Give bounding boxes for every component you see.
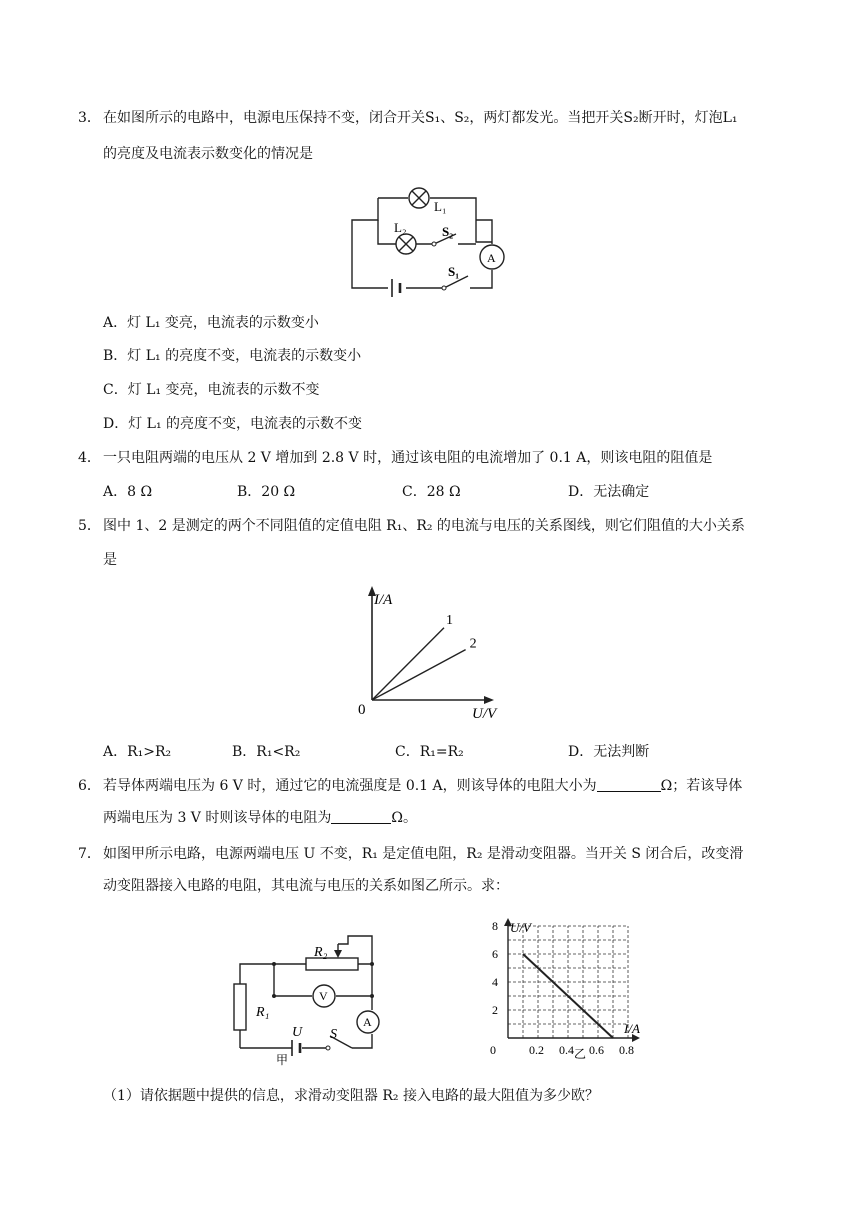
ammeter-label-2: A xyxy=(363,1015,372,1029)
y-axis-label-2: U/V xyxy=(510,920,531,935)
label-R1: R₁ xyxy=(256,1005,270,1020)
y-tick-label: 4 xyxy=(492,975,498,989)
label-S1: S₁ xyxy=(448,264,460,279)
series-line-1 xyxy=(372,628,444,700)
q5-option-b: B．R₁<R₂ xyxy=(232,744,301,760)
x-axis-arrow xyxy=(484,696,494,704)
series-label-1: 1 xyxy=(446,612,453,628)
x-tick-label: 0.2 xyxy=(529,1043,544,1057)
label-L2: L₂ xyxy=(394,220,407,235)
q4-option-c: C．28 Ω xyxy=(402,484,461,500)
y-tick-label: 0 xyxy=(490,1043,496,1057)
label-L1: L₁ xyxy=(434,199,447,214)
q3-option-b: B．灯 L₁ 的亮度不变，电流表的示数变小 xyxy=(103,348,362,364)
y-tick-label: 6 xyxy=(492,947,498,961)
q5-number: 5． xyxy=(78,518,101,534)
q3-text-line2: 的亮度及电流表示数变化的情况是 xyxy=(103,146,313,162)
q5-option-a: A．R₁>R₂ xyxy=(103,744,172,760)
q3-option-c: C．灯 L₁ 变亮，电流表的示数不变 xyxy=(103,382,320,398)
caption-yi: 乙 xyxy=(574,1047,587,1061)
x-axis-label-2: I/A xyxy=(624,1021,640,1036)
q6-text-2a: 两端电压为 3 V 时则该导体的电阻为 xyxy=(103,810,332,826)
label-R2: R₂ xyxy=(314,945,328,960)
q6-answer-blank-1[interactable] xyxy=(597,777,661,792)
q7-number: 7． xyxy=(78,846,101,862)
q4-number: 4． xyxy=(78,450,101,466)
q6-text-1a: 若导体两端电压为 6 V 时，通过它的电流强度是 0.1 A，则该导体的电阻大小为 xyxy=(103,778,597,794)
label-S2: S₂ xyxy=(442,224,454,239)
q7-ui-chart-yi xyxy=(478,912,668,1062)
label-U: U xyxy=(292,1025,303,1040)
q7-text-line1: 如图甲所示电路，电源两端电压 U 不变，R₁ 是定值电阻，R₂ 是滑动变阻器。当开关 S 闭合后，改变滑 xyxy=(103,846,744,862)
origin-label: 0 xyxy=(358,702,366,718)
q4-option-b: B．20 Ω xyxy=(237,484,296,500)
q6-answer-blank-2[interactable] xyxy=(331,809,391,824)
q6-text-2b: Ω。 xyxy=(391,810,417,826)
q3-number: 3． xyxy=(78,110,101,126)
q3-text-line1: 在如图所示的电路中，电源电压保持不变，闭合开关S₁、S₂，两灯都发光。当把开关S₂断开时，灯泡L₁ xyxy=(103,110,738,126)
q5-option-d: D．无法判断 xyxy=(568,744,650,760)
x-axis-label: U/V xyxy=(472,706,497,722)
x-tick-label: 0.6 xyxy=(589,1043,604,1057)
x-tick-label: 0.4 xyxy=(559,1043,574,1057)
y-axis-label: I/A xyxy=(374,592,393,608)
voltmeter-label: V xyxy=(319,989,328,1003)
q6-text-1b: Ω；若该导体 xyxy=(660,778,743,794)
q5-text-line2: 是 xyxy=(103,552,117,568)
caption-jia: 甲 xyxy=(276,1053,289,1067)
y-tick-label: 2 xyxy=(492,1003,498,1017)
y-tick-label: 8 xyxy=(492,919,498,933)
q6-text-line1 xyxy=(103,776,742,796)
q7-text-line2: 动变阻器接入电路的电阻，其电流与电压的关系如图乙所示。求： xyxy=(103,878,509,894)
q5-option-c: C．R₁=R₂ xyxy=(395,744,464,760)
q3-circuit-diagram xyxy=(348,180,508,300)
q5-iv-chart xyxy=(352,584,512,724)
series-label-2: 2 xyxy=(469,636,477,652)
q7-sub1: （1）请依据题中提供的信息，求滑动变阻器 R₂ 接入电路的最大阻值为多少欧？ xyxy=(103,1088,599,1104)
q4-option-d: D．无法确定 xyxy=(568,484,650,500)
q4-option-a: A．8 Ω xyxy=(103,484,153,500)
q7-circuit-diagram-jia xyxy=(230,918,390,1068)
q4-text-line1: 一只电阻两端的电压从 2 V 增加到 2.8 V 时，通过该电阻的电流增加了 0.1 A，则该电阻的阻值是 xyxy=(103,450,713,466)
q6-number: 6． xyxy=(78,778,101,794)
q3-option-a: A．灯 L₁ 变亮，电流表的示数变小 xyxy=(103,315,319,331)
q5-text-line1: 图中 1、2 是测定的两个不同阻值的定值电阻 R₁、R₂ 的电流与电压的关系图线，则它们阻值的大小关系 xyxy=(103,518,745,534)
q6-text-line2 xyxy=(103,808,417,828)
q3-option-d: D．灯 L₁ 的亮度不变，电流表的示数不变 xyxy=(103,416,363,432)
label-S: S xyxy=(330,1027,337,1042)
series-line-2 xyxy=(372,650,466,700)
x-tick-label: 0.8 xyxy=(619,1043,634,1057)
ammeter-label: A xyxy=(487,251,496,265)
